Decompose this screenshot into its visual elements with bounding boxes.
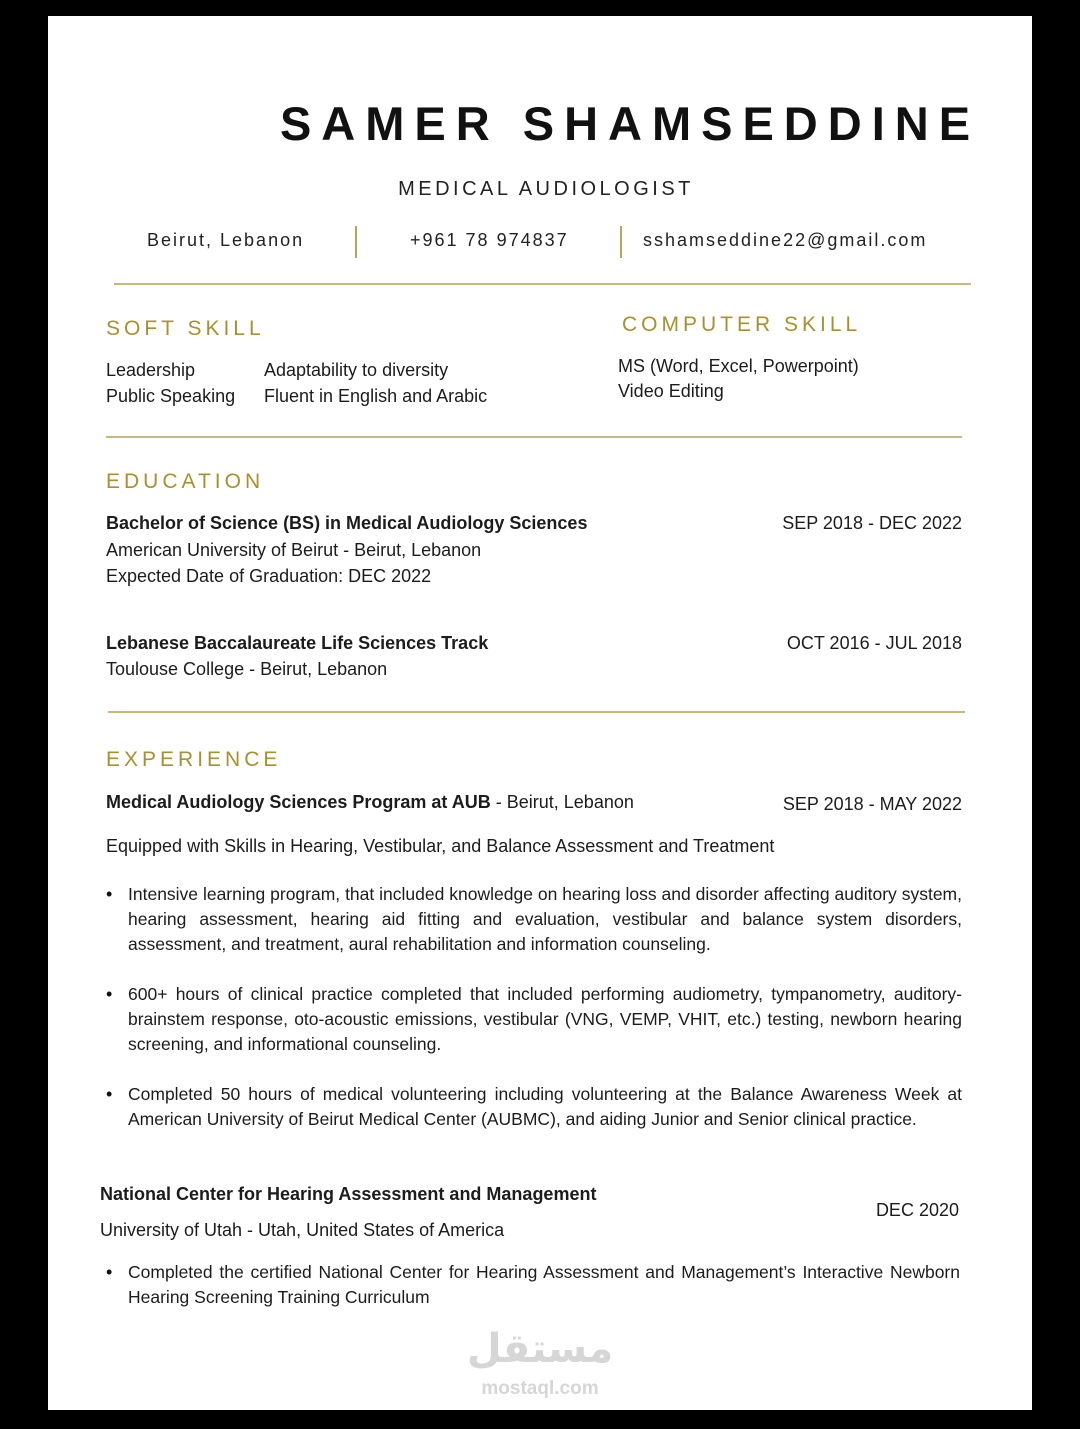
education-divider (108, 711, 965, 713)
contact-phone: +961 78 974837 (410, 230, 569, 250)
education-heading: EDUCATION (106, 470, 265, 493)
job-title-line (106, 792, 634, 813)
bullet-dot: • (106, 884, 113, 904)
job-bullet: Completed 50 hours of medical volunteering including volunteering at the Balance Awareness Week at American University of Beirut Medical Center (AUBMC), and aiding Junior and Senior clinical practice. (128, 1084, 962, 1129)
education-degree: Lebanese Baccalaureate Life Sciences Track (106, 633, 489, 653)
header-divider (114, 283, 971, 285)
job-location: - Beirut, Lebanon (490, 792, 634, 812)
job-dates: DEC 2020 (875, 1200, 959, 1220)
education-institution: American University of Beirut - Beirut, Lebanon (106, 540, 482, 560)
job-bullet: Completed the certified National Center for Hearing Assessment and Management’s Interactive Newborn Hearing Screening Training Curriculum (128, 1262, 960, 1307)
soft-skill-item: Adaptability to diversity (264, 360, 449, 380)
contact-location: Beirut, Lebanon (147, 230, 305, 250)
skills-divider (106, 436, 962, 438)
education-degree: Bachelor of Science (BS) in Medical Audiology Sciences (106, 513, 588, 533)
contact-divider (355, 226, 357, 258)
candidate-name: SAMER SHAMSEDDINE (279, 97, 981, 150)
job-summary: Equipped with Skills in Hearing, Vestibular, and Balance Assessment and Treatment (106, 836, 775, 856)
education-dates: SEP 2018 - DEC 2022 (782, 513, 962, 533)
job-dates: SEP 2018 - MAY 2022 (782, 794, 962, 814)
bullet-dot: • (106, 1262, 113, 1282)
contact-divider (620, 226, 622, 258)
computer-skill-heading: COMPUTER SKILL (622, 313, 862, 336)
bullet-dot: • (106, 1084, 113, 1104)
job-bullet: 600+ hours of clinical practice completed that included performing audiometry, tympanometry, auditory-brainstem response, oto-acoustic emissions, vestibular (VNG, VEMP, VHIT, etc.) testing, newborn hearing screening, and informational counseling. (128, 984, 962, 1054)
watermark-domain: mostaql.com (481, 1378, 599, 1399)
candidate-title: MEDICAL AUDIOLOGIST (398, 178, 694, 200)
job-title: National Center for Hearing Assessment and Management (100, 1184, 597, 1204)
job-title: Medical Audiology Sciences Program at AUB (106, 792, 491, 812)
job-bullet: Intensive learning program, that included knowledge on hearing loss and disorder affecting auditory system, hearing assessment, hearing aid fitting and evaluation, vestibular and balance system disorders, assessment, and treatment, aural rehabilitation and information counseling. (128, 884, 962, 954)
computer-skill-item: Video Editing (618, 381, 724, 401)
watermark-logo-arabic: مستقل (466, 1327, 614, 1371)
soft-skill-item: Leadership (106, 360, 196, 380)
computer-skill-item: MS (Word, Excel, Powerpoint) (618, 356, 859, 376)
bullet-dot: • (106, 984, 113, 1004)
experience-heading: EXPERIENCE (106, 748, 282, 771)
education-dates: OCT 2016 - JUL 2018 (786, 633, 962, 653)
soft-skill-item: Fluent in English and Arabic (264, 386, 488, 406)
education-institution: Toulouse College - Beirut, Lebanon (106, 659, 388, 679)
contact-email[interactable]: sshamseddine22@gmail.com (643, 230, 928, 250)
education-note: Expected Date of Graduation: DEC 2022 (106, 566, 432, 586)
soft-skill-heading: SOFT SKILL (106, 317, 265, 340)
job-subtitle: University of Utah - Utah, United States of America (100, 1220, 505, 1240)
soft-skill-item: Public Speaking (106, 386, 236, 406)
